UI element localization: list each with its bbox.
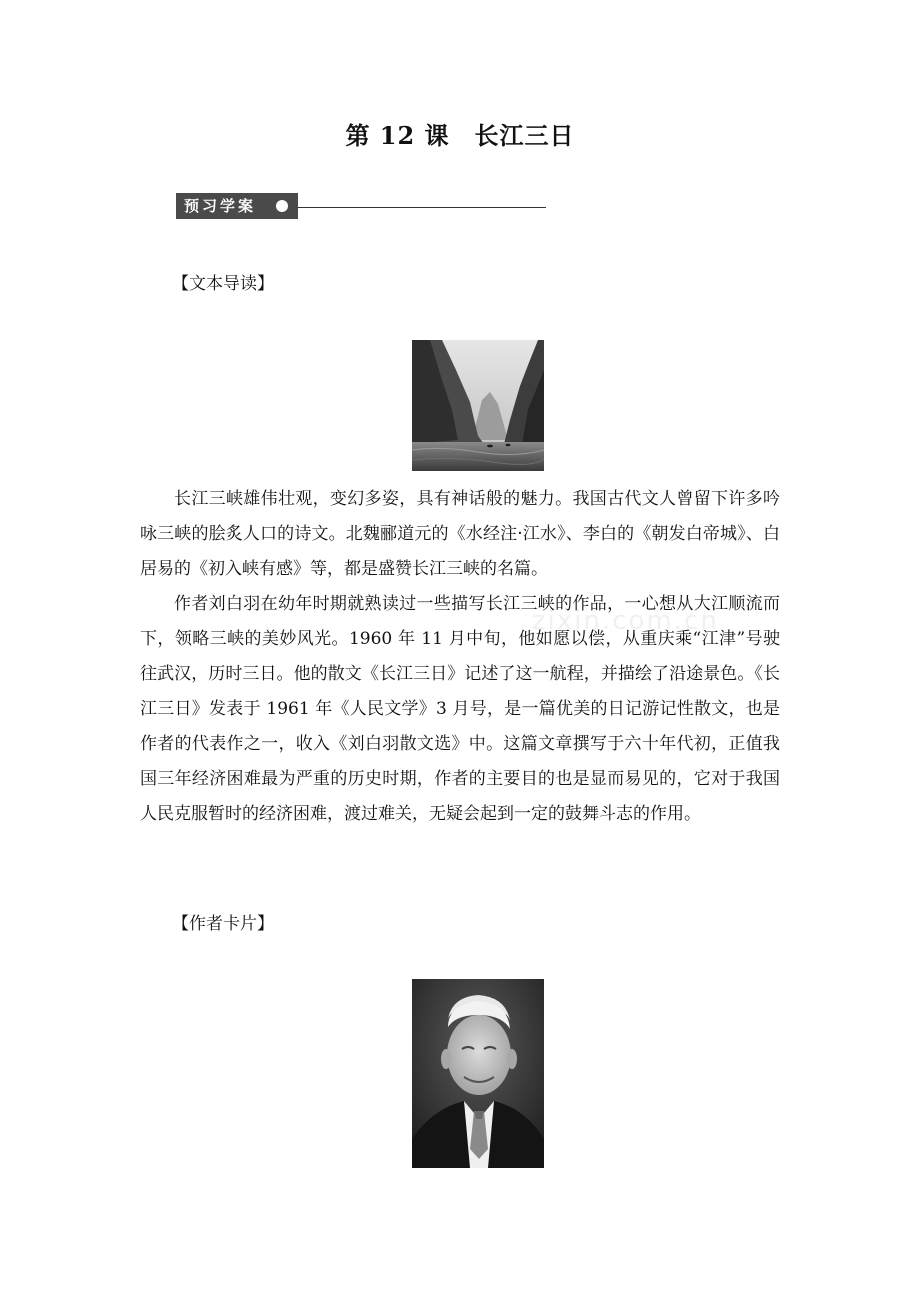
- section-heading-author: 【作者卡片】: [172, 914, 274, 934]
- section-heading-reading: 【文本导读】: [172, 274, 274, 294]
- paragraph-1: 长江三峡雄伟壮观，变幻多姿，具有神话般的魅力。我国古代文人曾留下许多吟咏三峡的脍炙人口的诗文。北魏郦道元的《水经注·江水》、李白的《朝发白帝城》、白居易的《初入峡有感》等，都是盛赞长江三峡的名篇。: [140, 489, 780, 579]
- paragraph-2: 作者刘白羽在幼年时期就熟读过一些描写长江三峡的作品，一心想从大江顺流而下，领略三峡的美妙风光。1960 年 11 月中旬，他如愿以偿，从重庆乘“江津”号驶往武汉，历时三日。他的散文《长江三日》记述了这一航程，并描绘了沿途景色。《长江三日》发表于 1961 年《人民文学》3 月号，是一篇优美的日记游记性散文，也是作者的代表作之一，收入《刘白羽散文选》中。这篇文章撰写于六十年代初，正值我国三年经济困难最为严重的历史时期，作者的主要目的也是显而易见的，它对于我国人民克服暂时的经济困难，渡过难关，无疑会起到一定的鼓舞斗志的作用。: [140, 594, 780, 824]
- yangtze-gorge-photo: [412, 340, 544, 471]
- author-portrait-photo: [412, 979, 544, 1168]
- banner-label: 预习学案: [176, 193, 298, 219]
- intro-text: [140, 482, 780, 832]
- watermark: zixin.com.cn: [532, 606, 719, 636]
- banner-divider: [298, 207, 546, 208]
- bullet-dot-icon: [276, 200, 288, 212]
- section-banner: [176, 193, 548, 219]
- page-title: 第 12 课 长江三日: [345, 121, 575, 150]
